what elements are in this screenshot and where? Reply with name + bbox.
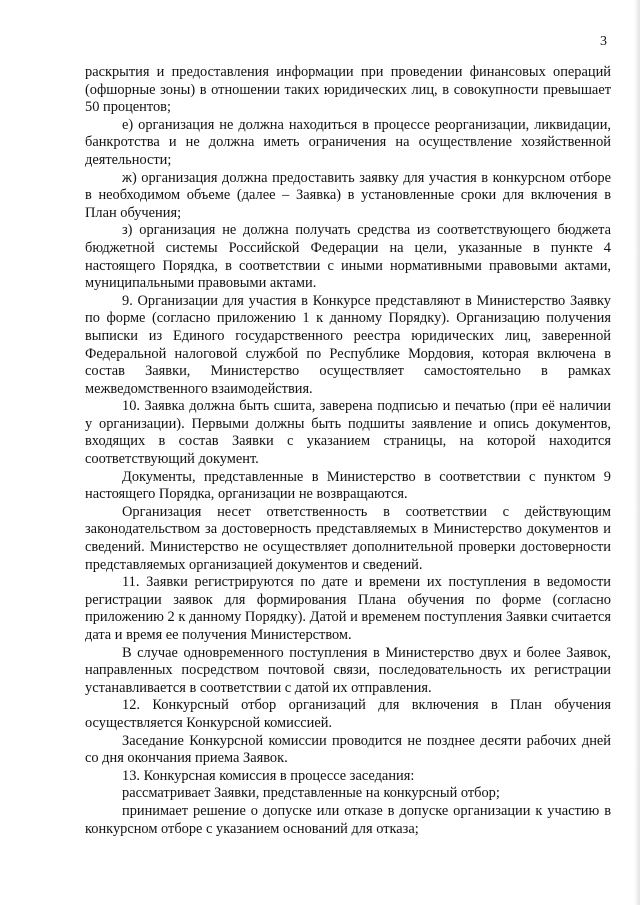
paragraph-simultaneous-receipt: В случае одновременного поступления в Министерство двух и более Заявок, направленных посредством почтовой связи, последовательность их регистрации устанавливается в соответствии с датой их отправления.	[85, 644, 611, 696]
page-number: 3	[600, 34, 607, 49]
paragraph-item-e-reorganization: е) организация не должна находиться в процессе реорганизации, ликвидации, банкротства и не должна иметь ограничения на осуществление хозяйственной деятельности;	[85, 116, 611, 168]
paragraph-commission-meeting: Заседание Конкурсной комиссии проводится не позднее десяти рабочих дней со дня окончания приема Заявок.	[85, 732, 611, 767]
paragraph-clause-13: 13. Конкурсная комиссия в процессе заседания:	[122, 767, 415, 784]
scan-edge-shadow	[634, 0, 640, 905]
paragraph-clause-11: 11. Заявки регистрируются по дате и времени их поступления в ведомости регистрации заявок для формирования Плана обучения по форме (согласно приложению 2 к данному Порядку). Датой и временем поступления Заявки считается дата и время ее получения Министерством.	[85, 574, 611, 643]
paragraph-reviews-applications: рассматривает Заявки, представленные на конкурсный отбор;	[122, 785, 500, 802]
paragraph-admission-decision: принимает решение о допуске или отказе в допуске организации к участию в конкурсном отборе с указанием оснований для отказа;	[85, 802, 611, 837]
paragraph-item-zh-application: ж) организация должна предоставить заявку для участия в конкурсном отборе в необходимом объеме (далее – Заявка) в установленные сроки для включения в План обучения;	[85, 169, 611, 221]
paragraph-organization-responsibility: Организация несет ответственность в соответствии с действующим законодательством за достоверность представляемых в Министерство документов и сведений. Министерство не осуществляет дополнительной проверки достоверности представляемых организацией документов и сведений.	[85, 503, 611, 573]
paragraph-continuation-offshore: раскрытия и предоставления информации при проведении финансовых операций (офшорные зоны) в отношении таких юридических лиц, в совокупности превышает 50 процентов;	[85, 64, 611, 116]
paragraph-item-z-budget-funds: з) организация не должна получать средства из соответствующего бюджета бюджетной системы Российской Федерации на цели, указанные в пункте 4 настоящего Порядка, в соответствии с иными нормативными правовыми актами, муниципальными правовыми актами.	[85, 222, 611, 292]
paragraph-documents-not-returned: Документы, представленные в Министерство в соответствии с пунктом 9 настоящего Порядка, организации не возвращаются.	[85, 468, 611, 503]
paragraph-clause-10: 10. Заявка должна быть сшита, заверена подписью и печатью (при её наличии у организации). Первыми должны быть подшиты заявление и опись документов, входящих в состав Заявки с указанием страницы, на которой находится соответствующий документ.	[85, 398, 611, 468]
document-body	[85, 64, 611, 838]
paragraph-clause-12: 12. Конкурсный отбор организаций для включения в План обучения осуществляется Конкурсной комиссией.	[85, 697, 611, 731]
paragraph-clause-9: 9. Организации для участия в Конкурсе представляют в Министерство Заявку по форме (согласно приложению 1 к данному Порядку). Организацию получения выписки из Единого государственного реестра юридических лиц, заверенной Федеральной налоговой службой по Республике Мордовия, которая включена в состав Заявки, Министерство осуществляет самостоятельно в рамках межведомственного взаимодействия.	[85, 292, 611, 397]
